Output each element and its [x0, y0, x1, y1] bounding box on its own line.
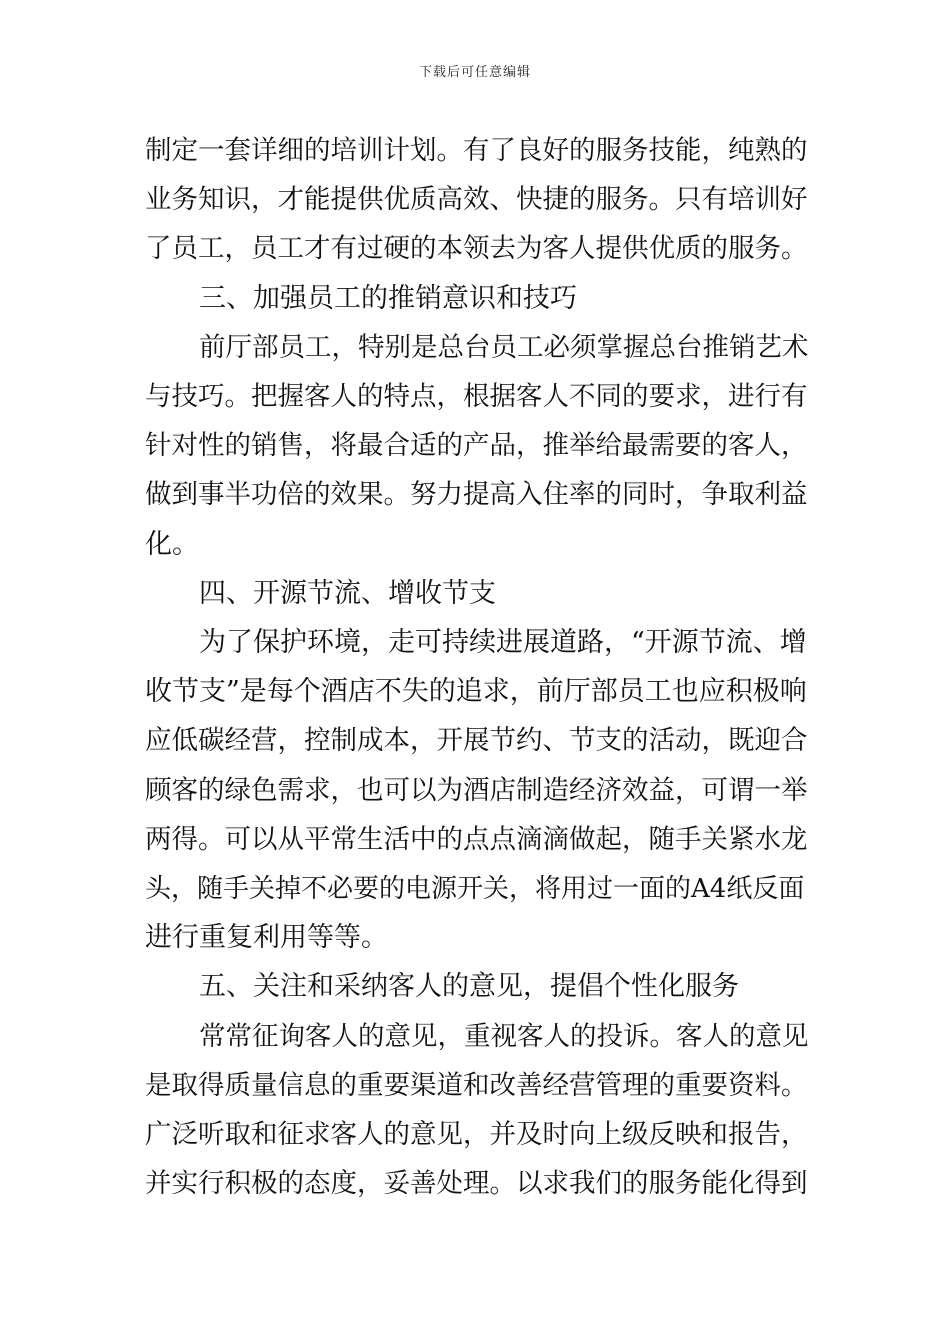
paragraph-first-line: 为了保护环境，走可持续进展道路，“开源节流、增	[199, 627, 807, 658]
paragraph-first-line: 五、关注和采纳客人的意见，提倡个性化服务	[199, 971, 739, 1003]
paragraph-line: 两得。可以从平常生活中的点点滴滴做起，随手关紧水龙	[145, 823, 808, 855]
paragraph-line: 做到事半功倍的效果。努力提高入住率的同时，争取利益	[145, 479, 808, 511]
paragraph-line: 了员工，员工才有过硬的本领去为客人提供优质的服务。	[145, 233, 808, 265]
paragraph-line: 应低碳经营，控制成本，开展节约、节支的活动，既迎合	[145, 725, 808, 757]
paragraph-first-line: 四、开源节流、增收节支	[199, 577, 496, 609]
paragraph-line: 顾客的绿色需求，也可以为酒店制造经济效益，可谓一举	[145, 774, 808, 806]
paragraph-line: 业务知识，才能提供优质高效、快捷的服务。只有培训好	[145, 184, 808, 216]
paragraph-line: 是取得质量信息的重要渠道和改善经营管理的重要资料。	[145, 1069, 808, 1101]
paragraph-line: 与技巧。把握客人的特点，根据客人不同的要求，进行有	[145, 381, 808, 412]
paragraph-first-line: 前厅部员工，特别是总台员工必须掌握总台推销艺术	[199, 331, 809, 363]
paragraph-line: 制定一套详细的培训计划。有了良好的服务技能，纯熟的	[145, 135, 808, 166]
paragraph-line: 并实行积极的态度，妥善处理。以求我们的服务能化得到	[145, 1168, 808, 1200]
paragraph-first-line: 常常征询客人的意见，重视客人的投诉。客人的意见	[199, 1020, 809, 1052]
paragraph-line: 收节支”是每个酒店不失的追求，前厅部员工也应积极响	[145, 676, 807, 708]
paragraph-line: 化。	[145, 528, 199, 560]
paragraph-first-line: 三、加强员工的推销意识和技巧	[199, 282, 577, 314]
paragraph-line: 针对性的销售，将最合适的产品，推举给最需要的客人，	[145, 430, 808, 462]
paragraph-line: 头，随手关掉不必要的电源开关，将用过一面的A4纸反面	[145, 874, 805, 904]
paragraph-line: 广泛听取和征求客人的意见，并及时向上级反映和报告，	[145, 1119, 808, 1150]
paragraph-line: 进行重复利用等等。	[145, 922, 388, 954]
page-header: 下载后可任意编辑	[418, 65, 531, 80]
